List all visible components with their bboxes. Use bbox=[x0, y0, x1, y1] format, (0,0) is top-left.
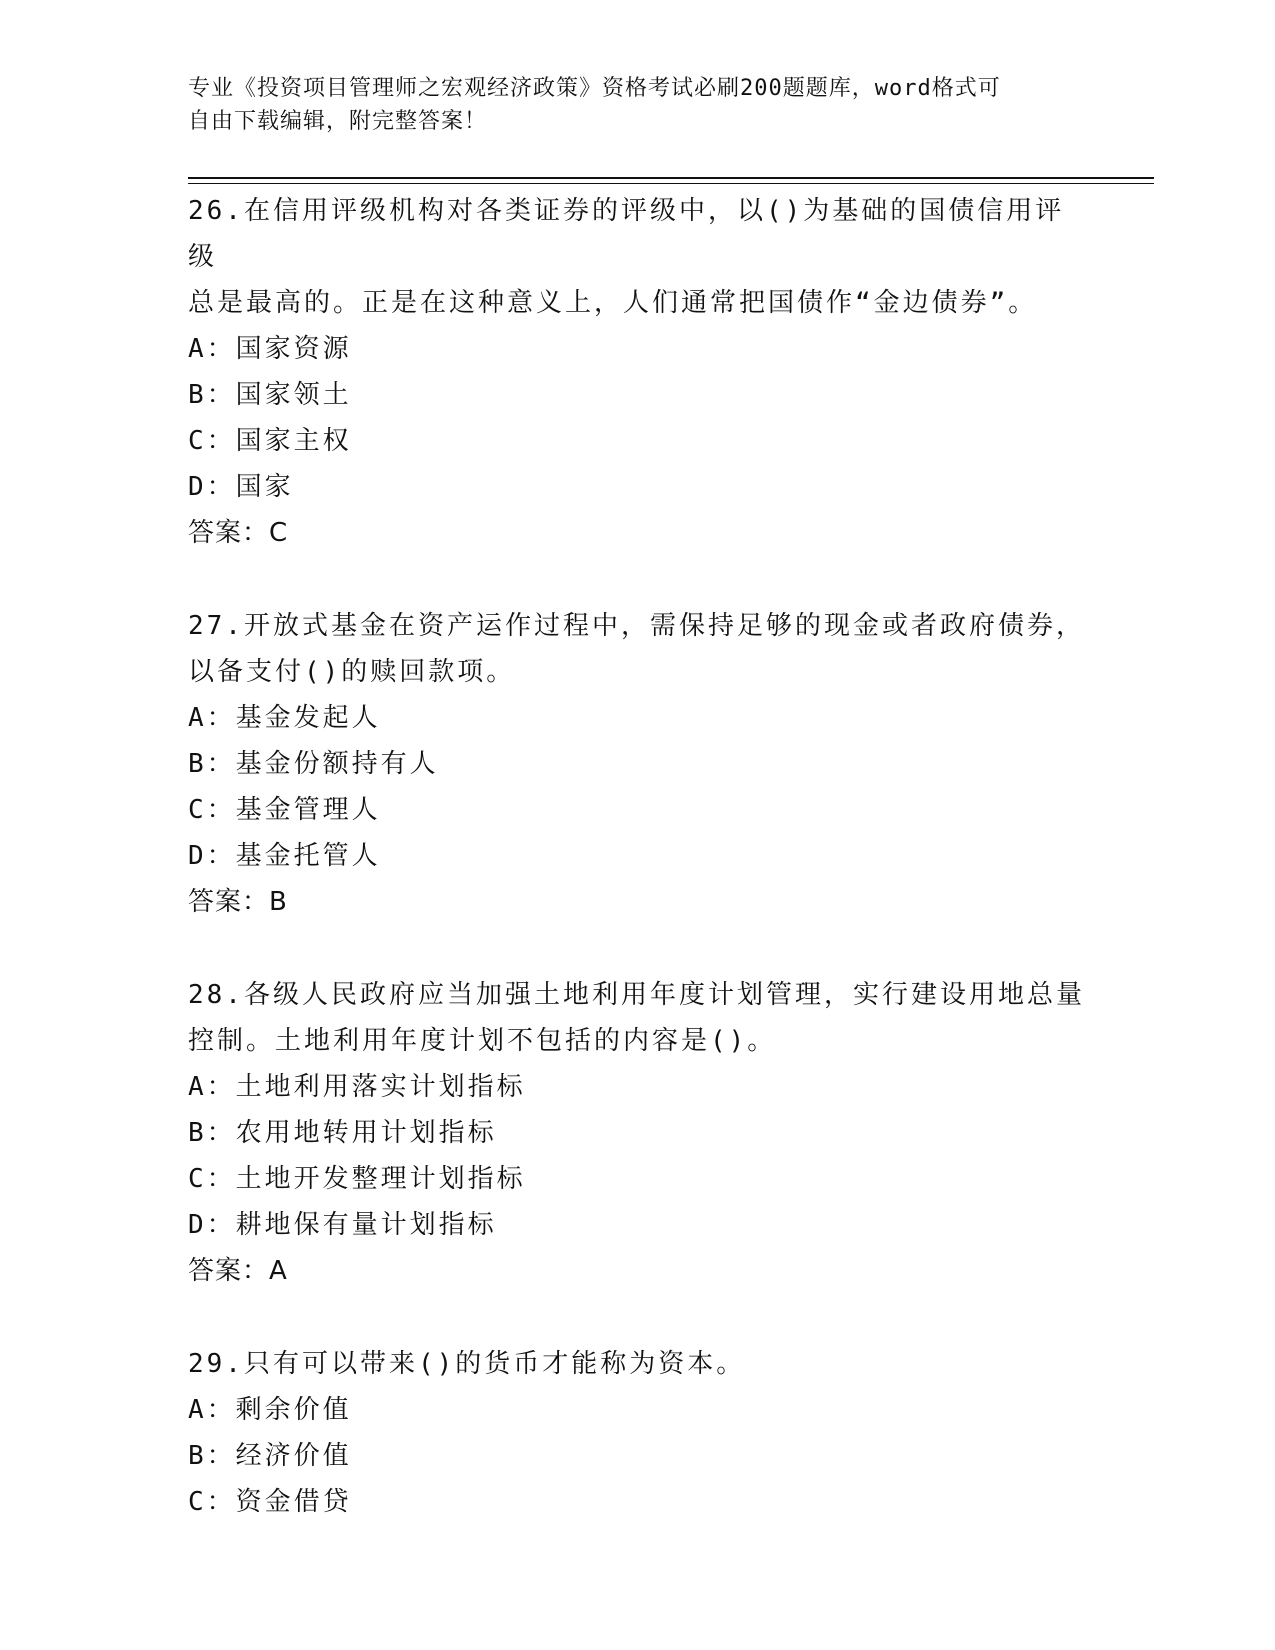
option-d: D：国家 bbox=[188, 472, 294, 502]
option-a: A：土地利用落实计划指标 bbox=[188, 1072, 526, 1102]
option-b: B：经济价值 bbox=[188, 1441, 352, 1471]
answer-line: 答案：C bbox=[188, 518, 289, 548]
question-stem-line: 总是最高的。正是在这种意义上，人们通常把国债作“金边债券”。 bbox=[188, 288, 1038, 318]
header-divider-thick bbox=[188, 177, 1154, 179]
header-divider-thin bbox=[188, 183, 1154, 184]
question-stem-line: 以备支付()的赎回款项。 bbox=[188, 657, 516, 687]
option-b: B：基金份额持有人 bbox=[188, 749, 439, 779]
question-stem-line: 28.各级人民政府应当加强土地利用年度计划管理，实行建设用地总量 bbox=[188, 980, 1085, 1010]
question-27 bbox=[188, 603, 1088, 925]
option-a: A：国家资源 bbox=[188, 334, 352, 364]
header-line-2: 自由下载编辑，附完整答案！ bbox=[188, 109, 488, 134]
question-list bbox=[188, 188, 1088, 1572]
question-stem-line: 26.在信用评级机构对各类证券的评级中，以()为基础的国债信用评级 bbox=[188, 196, 1065, 272]
option-d: D：耕地保有量计划指标 bbox=[188, 1210, 497, 1240]
option-b: B：农用地转用计划指标 bbox=[188, 1118, 497, 1148]
question-26 bbox=[188, 188, 1088, 556]
option-c: C：国家主权 bbox=[188, 426, 352, 456]
answer-line: 答案：B bbox=[188, 887, 288, 917]
question-28 bbox=[188, 972, 1088, 1294]
option-d: D：基金托管人 bbox=[188, 841, 381, 871]
document-header bbox=[188, 72, 1088, 138]
question-stem-line: 27.开放式基金在资产运作过程中，需保持足够的现金或者政府债券， bbox=[188, 611, 1085, 641]
question-29 bbox=[188, 1341, 1088, 1525]
option-c: C：资金借贷 bbox=[188, 1487, 352, 1517]
option-b: B：国家领土 bbox=[188, 380, 352, 410]
question-stem-line: 控制。土地利用年度计划不包括的内容是()。 bbox=[188, 1026, 777, 1056]
option-c: C：基金管理人 bbox=[188, 795, 381, 825]
option-a: A：基金发起人 bbox=[188, 703, 381, 733]
option-a: A：剩余价值 bbox=[188, 1395, 352, 1425]
header-line-1: 专业《投资项目管理师之宏观经济政策》资格考试必刷200题题库，word格式可 bbox=[188, 76, 1001, 101]
question-stem-line: 29.只有可以带来()的货币才能称为资本。 bbox=[188, 1349, 746, 1379]
answer-line: 答案：A bbox=[188, 1256, 288, 1286]
option-c: C：土地开发整理计划指标 bbox=[188, 1164, 526, 1194]
